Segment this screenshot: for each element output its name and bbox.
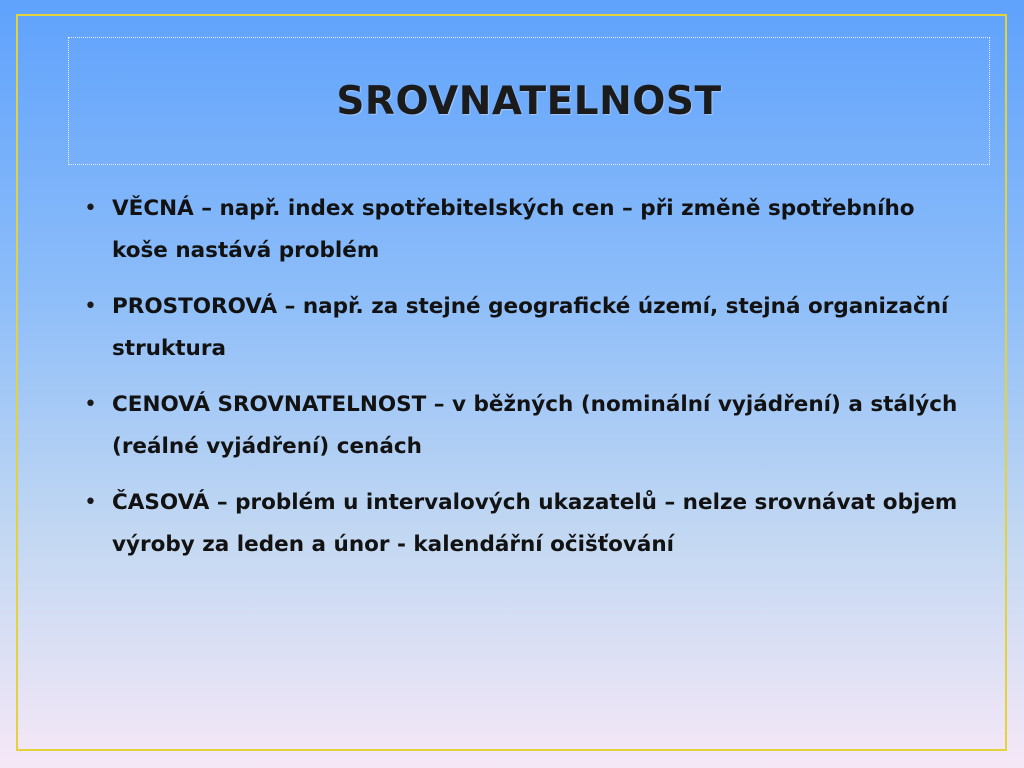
bullet-text: – např. index spotřebitelských cen – při změně spotřebního koše nastává problém xyxy=(112,196,915,263)
bullet-term: CENOVÁ SROVNATELNOST xyxy=(112,392,427,417)
slide-title: SROVNATELNOST xyxy=(336,78,722,124)
bullet-term: ČASOVÁ xyxy=(112,490,210,515)
list-item xyxy=(84,188,964,272)
bullet-text: – v běžných (nominální vyjádření) a stálých (reálné vyjádření) cenách xyxy=(112,392,958,459)
list-item xyxy=(84,384,964,468)
bullet-icon: • xyxy=(84,294,97,319)
bullet-icon: • xyxy=(84,392,97,417)
bullet-icon: • xyxy=(84,490,97,515)
bullet-icon: • xyxy=(84,196,97,221)
bullet-term: VĚCNÁ xyxy=(112,196,194,221)
bullet-list xyxy=(84,188,964,580)
bullet-text: – problém u intervalových ukazatelů – nelze srovnávat objem výroby za leden a únor - kalendářní očišťování xyxy=(112,490,958,557)
bullet-term: PROSTOROVÁ xyxy=(112,294,278,319)
list-item xyxy=(84,482,964,566)
title-placeholder xyxy=(68,37,990,165)
bullet-text: – např. za stejné geografické území, stejná organizační struktura xyxy=(112,294,949,361)
list-item xyxy=(84,286,964,370)
